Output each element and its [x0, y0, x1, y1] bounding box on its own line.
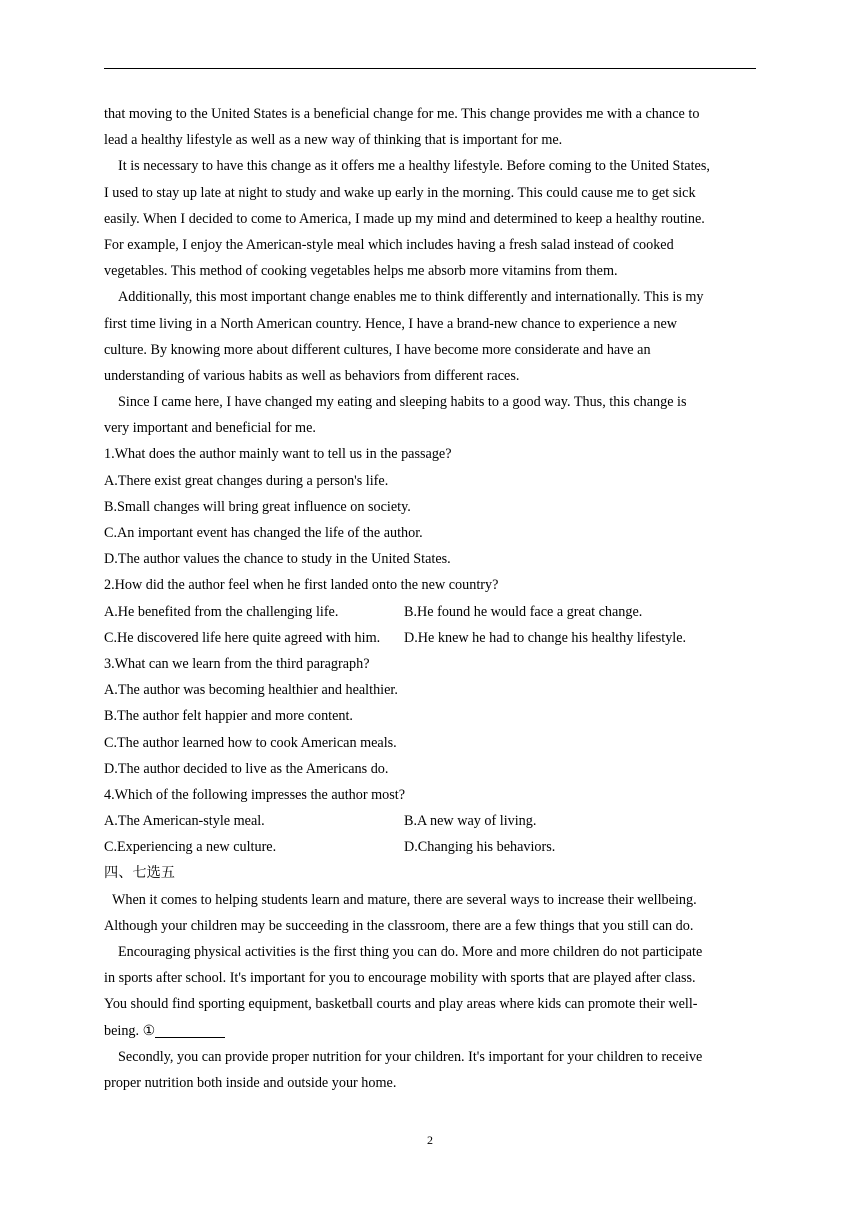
answer-option: B.He found he would face a great change. — [404, 603, 643, 620]
answer-option: A.There exist great changes during a person's life. — [104, 472, 389, 489]
answer-option: A.He benefited from the challenging life. — [104, 603, 339, 620]
answer-option: C.The author learned how to cook American meals. — [104, 734, 397, 751]
page-content — [104, 101, 756, 1096]
passage-line: proper nutrition both inside and outside your home. — [104, 1074, 397, 1091]
passage-line: Since I came here, I have changed my eating and sleeping habits to a good way. Thus, this change is — [118, 394, 687, 411]
answer-option: D.The author values the chance to study in the United States. — [104, 551, 451, 568]
answer-option: C.Experiencing a new culture. — [104, 839, 277, 856]
question-stem: 4.Which of the following impresses the author most? — [104, 786, 406, 803]
section-heading: 四、七选五 — [104, 865, 175, 882]
question-stem: 2.How did the author feel when he first landed onto the new country? — [104, 577, 499, 594]
answer-option: D.The author decided to live as the Americans do. — [104, 760, 389, 777]
option-row — [104, 599, 756, 625]
answer-option: C.An important event has changed the life of the author. — [104, 525, 423, 541]
passage-line: culture. By knowing more about different cultures, I have become more considerate and have an — [104, 341, 651, 358]
question-stem: 1.What does the author mainly want to tell us in the passage? — [104, 446, 452, 463]
option-row — [104, 834, 756, 860]
passage-line: easily. When I decided to come to America, I made up my mind and determined to keep a healthy routine. — [104, 210, 705, 227]
answer-option: D.He knew he had to change his healthy lifestyle. — [404, 629, 687, 646]
passage-line: that moving to the United States is a beneficial change for me. This change provides me with a chance to — [104, 106, 700, 122]
header-rule — [104, 68, 756, 69]
option-row — [104, 808, 756, 834]
passage-line: For example, I enjoy the American-style meal which includes having a fresh salad instead of cooked — [104, 236, 674, 253]
passage-line: I used to stay up late at night to study and wake up early in the morning. This could cause me to get sick — [104, 184, 696, 201]
passage-line: first time living in a North American country. Hence, I have a brand-new chance to experience a new — [104, 315, 678, 332]
passage-line: Although your children may be succeeding in the classroom, there are a few things that you still can do. — [104, 917, 694, 934]
passage-line: vegetables. This method of cooking vegetables helps me absorb more vitamins from them. — [104, 263, 618, 280]
passage-line: When it comes to helping students learn and mature, there are several ways to increase their wellbeing. — [112, 891, 697, 908]
passage-line: Encouraging physical activities is the first thing you can do. More and more children do not participate — [118, 944, 703, 960]
passage-line-with-blank — [104, 1018, 756, 1044]
answer-option: D.Changing his behaviors. — [404, 839, 556, 856]
passage-line: understanding of various habits as well as behaviors from different races. — [104, 367, 520, 384]
passage-line: very important and beneficial for me. — [104, 420, 316, 437]
passage-line: lead a healthy lifestyle as well as a new way of thinking that is important for me. — [104, 132, 563, 149]
page-number: 2 — [427, 1133, 433, 1147]
passage-line: in sports after school. It's important for you to encourage mobility with sports that are played after class. — [104, 970, 696, 987]
option-row — [104, 625, 756, 651]
answer-option: C.He discovered life here quite agreed with him. — [104, 629, 381, 646]
answer-option: B.The author felt happier and more content. — [104, 708, 353, 725]
passage-text: being. ① — [104, 1022, 156, 1039]
answer-blank — [155, 1021, 225, 1038]
answer-option: A.The American-style meal. — [104, 813, 265, 830]
passage-line: Secondly, you can provide proper nutrition for your children. It's important for your children to receive — [118, 1048, 703, 1065]
question-stem: 3.What can we learn from the third paragraph? — [104, 655, 370, 672]
passage-line: It is necessary to have this change as it offers me a healthy lifestyle. Before coming to the United States, — [118, 158, 710, 175]
answer-option: B.A new way of living. — [404, 813, 537, 830]
passage-line: You should find sporting equipment, basketball courts and play areas where kids can promote their well- — [104, 996, 698, 1013]
passage-line: Additionally, this most important change enables me to think differently and internationally. This is my — [118, 289, 704, 306]
answer-option: A.The author was becoming healthier and healthier. — [104, 682, 398, 699]
answer-option: B.Small changes will bring great influence on society. — [104, 498, 411, 515]
